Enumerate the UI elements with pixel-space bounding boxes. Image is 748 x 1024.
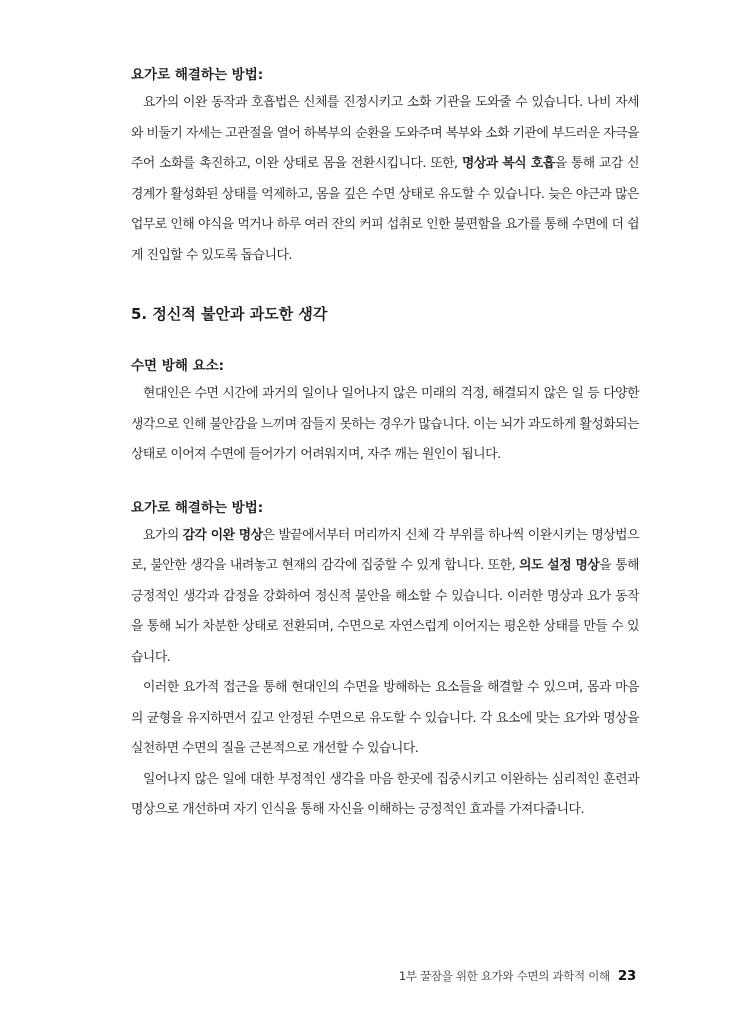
text-span: 현대인은 수면 시간에 과거의 일이나 일어나지 않은 미래의 걱정, 해결되지 않은 일 등 다양한 생각으로 인해 불안감을 느끼며 잠들지 못하는 경우가 많습니다. 이는 뇌가 과도하게 활성화되는 상태로 이어져 수면에 들어가기 어려워지며, 자주 깨는 원인이 됩니다.	[131, 386, 639, 462]
text-span: 이러한 요가적 접근을 통해 현대인의 수면을 방해하는 요소들을 해결할 수 있으며, 몸과 마음의 균형을 유지하면서 깊고 안정된 수면으로 유도할 수 있습니다. 각 요소에 맞는 요가와 명상을 실천하면 수면의 질을 근본적으로 개선할 수 있습니다.	[131, 680, 639, 756]
paragraph-negative-thoughts	[131, 765, 639, 826]
heading-yoga-solution-2: 요가로 해결하는 방법:	[131, 499, 264, 516]
emphasis-intention-meditation: 의도 설정 명상	[519, 558, 600, 573]
text-span: 은 발끝에서부터 머리까지 신체 각 부위를 하나씩 이완시키는 명상법으로, 불안한 생각을 내려놓고 현재의 감각에 집중할 수 있게 합니다. 또한,	[131, 527, 639, 573]
emphasis-meditation-breathing: 명상과 복식 호흡	[461, 156, 555, 171]
text-span: 요가의 이완 동작과 호흡법은 신체를 진정시키고 소화 기관을 도와줄 수 있습니다. 나비 자세와 비둘기 자세는 고관절을 열어 하복부의 순환을 도와주며 복부와 소화 기관에 부드러운 자극을 주어 소화를 촉진하고, 이완 상태로 몸을 전환시킵니다. 또한,	[131, 95, 639, 171]
page-number: 23	[617, 968, 636, 984]
paragraph-modern-anxiety	[131, 379, 639, 471]
page-body	[131, 64, 639, 826]
heading-yoga-solution-1: 요가로 해결하는 방법:	[131, 67, 264, 83]
text-span: 을 통해 긍정적인 생각과 감정을 강화하여 정신적 불안을 해소할 수 있습니다. 이러한 명상과 요가 동작을 통해 뇌가 차분한 상태로 전환되며, 수면으로 자연스럽게 이어지는 평온한 상태를 만들 수 있습니다.	[131, 558, 640, 665]
text-span: 요가의	[143, 527, 183, 543]
paragraph-summary-balance	[131, 673, 639, 765]
heading-sleep-disruptor: 수면 방해 요소:	[131, 358, 225, 374]
text-span: 을 통해 교감 신경계가 활성화된 상태를 억제하고, 몸을 깊은 수면 상태로 유도할 수 있습니다. 늦은 야근과 많은 업무로 인해 야식을 먹거나 하루 여러 잔의 커피 섭취로 인한 불편함을 요가를 통해 수면에 더 쉽게 진입할 수 있도록 돕습니다.	[131, 156, 639, 263]
paragraph-yoga-digestion	[131, 88, 639, 271]
emphasis-sensory-relaxation: 감각 이완 명상	[182, 527, 263, 543]
section-title-mental-anxiety: 5. 정신적 불안과 과도한 생각	[131, 305, 328, 323]
running-title: 1부 꿀잠을 위한 요가와 수면의 과학적 이해	[398, 969, 610, 983]
text-span: 일어나지 않은 일에 대한 부정적인 생각을 마음 한곳에 집중시키고 이완하는 심리적인 훈련과 명상으로 개선하며 자기 인식을 통해 자신을 이해하는 긍정적인 효과를 가져다줍니다.	[131, 771, 639, 817]
paragraph-sensory-meditation	[131, 521, 639, 674]
page-footer	[399, 968, 636, 984]
